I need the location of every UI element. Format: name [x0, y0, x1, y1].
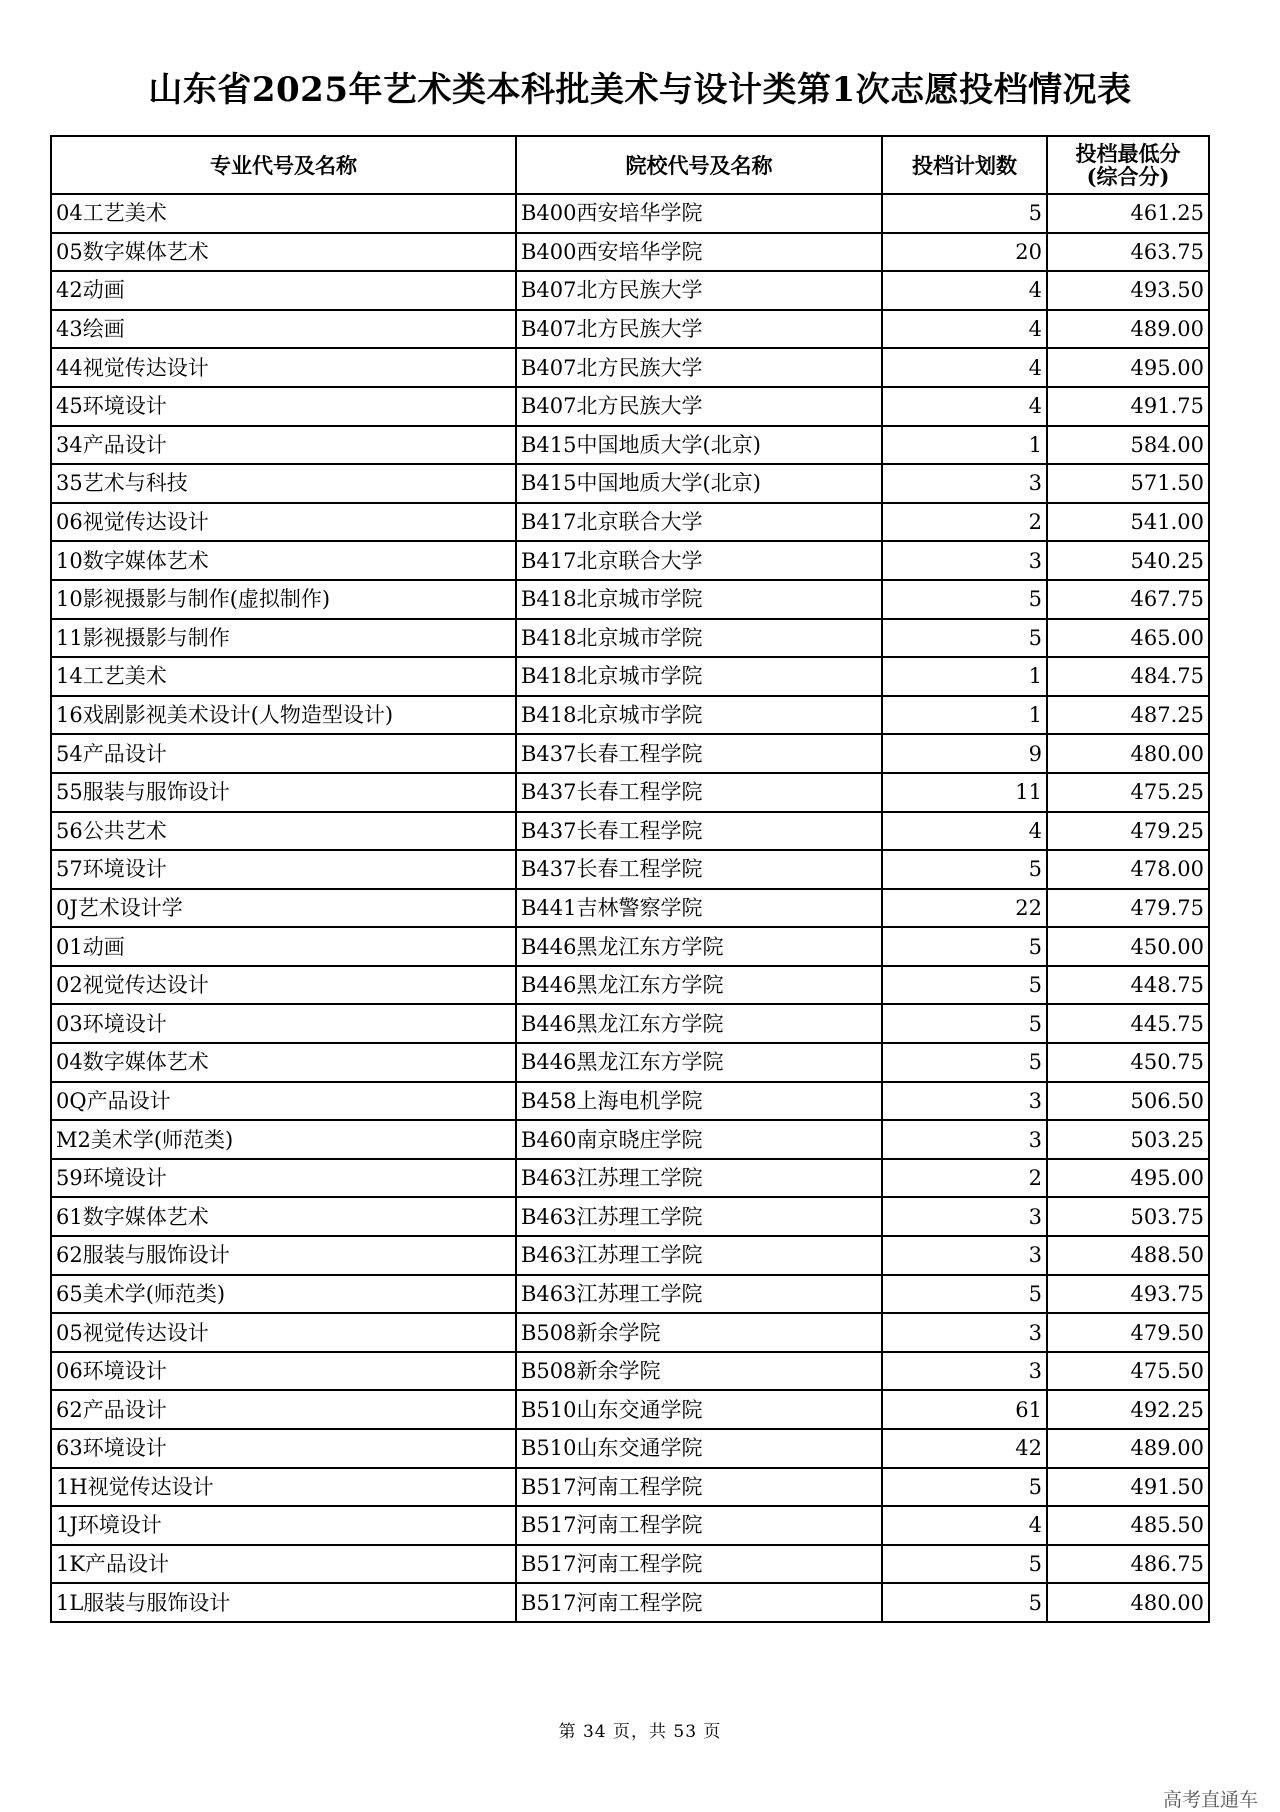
cell-min-score: 486.75: [1047, 1545, 1209, 1584]
cell-school: B517河南工程学院: [516, 1468, 882, 1507]
cell-school: B463江苏理工学院: [516, 1197, 882, 1236]
cell-min-score: 491.50: [1047, 1468, 1209, 1507]
table-body: [51, 194, 1209, 1622]
cell-plan-count: 42: [882, 1429, 1047, 1468]
cell-plan-count: 1: [882, 426, 1047, 465]
cell-major: M2美术学(师范类): [51, 1120, 516, 1159]
cell-school: B400西安培华学院: [516, 233, 882, 272]
page-title: 山东省2025年艺术类本科批美术与设计类第1次志愿投档情况表: [148, 70, 1132, 110]
cell-min-score: 479.75: [1047, 889, 1209, 928]
cell-major: 14工艺美术: [51, 657, 516, 696]
table-row: [51, 1506, 1209, 1545]
cell-plan-count: 4: [882, 1506, 1047, 1545]
table-row: [51, 1313, 1209, 1352]
cell-min-score: 485.50: [1047, 1506, 1209, 1545]
cell-major: 45环境设计: [51, 387, 516, 426]
cell-major: 0J艺术设计学: [51, 889, 516, 928]
cell-major: 62服装与服饰设计: [51, 1236, 516, 1275]
cell-min-score: 503.75: [1047, 1197, 1209, 1236]
table-row: [51, 348, 1209, 387]
table-row: [51, 1082, 1209, 1121]
cell-min-score: 445.75: [1047, 1004, 1209, 1043]
cell-min-score: 480.00: [1047, 1583, 1209, 1622]
table-row: [51, 1468, 1209, 1507]
cell-major: 0Q产品设计: [51, 1082, 516, 1121]
cell-school: B463江苏理工学院: [516, 1236, 882, 1275]
cell-major: 55服装与服饰设计: [51, 773, 516, 812]
cell-school: B517河南工程学院: [516, 1545, 882, 1584]
cell-major: 61数字媒体艺术: [51, 1197, 516, 1236]
cell-school: B417北京联合大学: [516, 503, 882, 542]
cell-min-score: 489.00: [1047, 310, 1209, 349]
cell-major: 10数字媒体艺术: [51, 541, 516, 580]
cell-plan-count: 2: [882, 1159, 1047, 1198]
table-row: [51, 194, 1209, 233]
table-row: [51, 696, 1209, 735]
cell-min-score: 491.75: [1047, 387, 1209, 426]
cell-plan-count: 9: [882, 734, 1047, 773]
cell-school: B517河南工程学院: [516, 1506, 882, 1545]
cell-plan-count: 3: [882, 541, 1047, 580]
cell-school: B446黑龙江东方学院: [516, 1043, 882, 1082]
table-row: [51, 1583, 1209, 1622]
cell-plan-count: 4: [882, 387, 1047, 426]
cell-plan-count: 5: [882, 927, 1047, 966]
cell-plan-count: 3: [882, 1197, 1047, 1236]
table-row: [51, 966, 1209, 1005]
header-min-score-line2: (综合分): [1086, 164, 1170, 189]
cell-min-score: 484.75: [1047, 657, 1209, 696]
cell-min-score: 495.00: [1047, 1159, 1209, 1198]
cell-school: B510山东交通学院: [516, 1390, 882, 1429]
cell-plan-count: 3: [882, 1120, 1047, 1159]
cell-min-score: 503.25: [1047, 1120, 1209, 1159]
cell-plan-count: 5: [882, 580, 1047, 619]
cell-school: B407北方民族大学: [516, 310, 882, 349]
table-row: [51, 1352, 1209, 1391]
page-number: 第 34 页，共 53 页: [558, 1722, 722, 1742]
table-row: [51, 1120, 1209, 1159]
cell-min-score: 475.25: [1047, 773, 1209, 812]
cell-min-score: 495.00: [1047, 348, 1209, 387]
watermark: 高考直通车: [1162, 1789, 1258, 1811]
cell-school: B460南京晓庄学院: [516, 1120, 882, 1159]
cell-min-score: 584.00: [1047, 426, 1209, 465]
table-row: [51, 812, 1209, 851]
table-header: [51, 136, 1209, 194]
cell-min-score: 492.25: [1047, 1390, 1209, 1429]
cell-major: 44视觉传达设计: [51, 348, 516, 387]
cell-school: B463江苏理工学院: [516, 1159, 882, 1198]
cell-min-score: 540.25: [1047, 541, 1209, 580]
cell-major: 10影视摄影与制作(虚拟制作): [51, 580, 516, 619]
cell-min-score: 475.50: [1047, 1352, 1209, 1391]
cell-school: B441吉林警察学院: [516, 889, 882, 928]
table-row: [51, 464, 1209, 503]
table-row: [51, 1275, 1209, 1314]
cell-school: B407北方民族大学: [516, 348, 882, 387]
cell-min-score: 450.75: [1047, 1043, 1209, 1082]
cell-school: B415中国地质大学(北京): [516, 464, 882, 503]
cell-major: 54产品设计: [51, 734, 516, 773]
cell-school: B508新余学院: [516, 1313, 882, 1352]
header-major: 专业代号及名称: [51, 136, 516, 194]
cell-major: 16戏剧影视美术设计(人物造型设计): [51, 696, 516, 735]
cell-plan-count: 4: [882, 310, 1047, 349]
cell-min-score: 463.75: [1047, 233, 1209, 272]
table-row: [51, 271, 1209, 310]
table-row: [51, 503, 1209, 542]
table-row: [51, 580, 1209, 619]
cell-major: 57环境设计: [51, 850, 516, 889]
cell-major: 59环境设计: [51, 1159, 516, 1198]
cell-major: 35艺术与科技: [51, 464, 516, 503]
table-row: [51, 1390, 1209, 1429]
table-row: [51, 1236, 1209, 1275]
cell-school: B446黑龙江东方学院: [516, 927, 882, 966]
cell-plan-count: 1: [882, 696, 1047, 735]
table-row: [51, 233, 1209, 272]
cell-school: B418北京城市学院: [516, 580, 882, 619]
cell-school: B437长春工程学院: [516, 773, 882, 812]
cell-major: 11影视摄影与制作: [51, 619, 516, 658]
cell-school: B508新余学院: [516, 1352, 882, 1391]
cell-major: 63环境设计: [51, 1429, 516, 1468]
cell-min-score: 488.50: [1047, 1236, 1209, 1275]
cell-plan-count: 11: [882, 773, 1047, 812]
cell-min-score: 479.25: [1047, 812, 1209, 851]
cell-min-score: 541.00: [1047, 503, 1209, 542]
table-row: [51, 387, 1209, 426]
cell-school: B407北方民族大学: [516, 271, 882, 310]
cell-plan-count: 5: [882, 194, 1047, 233]
cell-plan-count: 3: [882, 464, 1047, 503]
cell-major: 04工艺美术: [51, 194, 516, 233]
cell-min-score: 478.00: [1047, 850, 1209, 889]
cell-min-score: 506.50: [1047, 1082, 1209, 1121]
cell-school: B415中国地质大学(北京): [516, 426, 882, 465]
cell-school: B463江苏理工学院: [516, 1275, 882, 1314]
cell-min-score: 489.00: [1047, 1429, 1209, 1468]
cell-plan-count: 5: [882, 1004, 1047, 1043]
admissions-table: [50, 135, 1210, 1623]
table-row: [51, 773, 1209, 812]
cell-school: B418北京城市学院: [516, 657, 882, 696]
cell-major: 06环境设计: [51, 1352, 516, 1391]
table-row: [51, 657, 1209, 696]
cell-major: 62产品设计: [51, 1390, 516, 1429]
cell-school: B437长春工程学院: [516, 734, 882, 773]
cell-plan-count: 5: [882, 850, 1047, 889]
cell-major: 03环境设计: [51, 1004, 516, 1043]
table-row: [51, 1197, 1209, 1236]
cell-plan-count: 4: [882, 348, 1047, 387]
cell-school: B517河南工程学院: [516, 1583, 882, 1622]
cell-school: B510山东交通学院: [516, 1429, 882, 1468]
cell-plan-count: 4: [882, 271, 1047, 310]
cell-plan-count: 5: [882, 1275, 1047, 1314]
cell-plan-count: 3: [882, 1236, 1047, 1275]
cell-major: 02视觉传达设计: [51, 966, 516, 1005]
cell-min-score: 487.25: [1047, 696, 1209, 735]
table-row: [51, 541, 1209, 580]
cell-school: B437长春工程学院: [516, 812, 882, 851]
cell-school: B446黑龙江东方学院: [516, 1004, 882, 1043]
cell-major: 01动画: [51, 927, 516, 966]
cell-school: B400西安培华学院: [516, 194, 882, 233]
cell-major: 06视觉传达设计: [51, 503, 516, 542]
cell-plan-count: 5: [882, 1468, 1047, 1507]
header-min-score: [1047, 136, 1209, 194]
table-row: [51, 1159, 1209, 1198]
cell-major: 42动画: [51, 271, 516, 310]
cell-major: 65美术学(师范类): [51, 1275, 516, 1314]
cell-plan-count: 5: [882, 1583, 1047, 1622]
cell-plan-count: 3: [882, 1352, 1047, 1391]
cell-min-score: 493.75: [1047, 1275, 1209, 1314]
cell-major: 43绘画: [51, 310, 516, 349]
cell-major: 1H视觉传达设计: [51, 1468, 516, 1507]
cell-major: 34产品设计: [51, 426, 516, 465]
table-row: [51, 734, 1209, 773]
cell-major: 05数字媒体艺术: [51, 233, 516, 272]
cell-plan-count: 5: [882, 1043, 1047, 1082]
cell-min-score: 479.50: [1047, 1313, 1209, 1352]
table-row: [51, 310, 1209, 349]
cell-major: 1L服装与服饰设计: [51, 1583, 516, 1622]
cell-min-score: 448.75: [1047, 966, 1209, 1005]
cell-plan-count: 4: [882, 812, 1047, 851]
cell-major: 04数字媒体艺术: [51, 1043, 516, 1082]
cell-plan-count: 1: [882, 657, 1047, 696]
header-school: 院校代号及名称: [516, 136, 882, 194]
cell-plan-count: 5: [882, 619, 1047, 658]
table-row: [51, 1545, 1209, 1584]
cell-major: 56公共艺术: [51, 812, 516, 851]
cell-plan-count: 5: [882, 966, 1047, 1005]
cell-plan-count: 5: [882, 1545, 1047, 1584]
cell-min-score: 450.00: [1047, 927, 1209, 966]
header-min-score-line1: 投档最低分: [1075, 141, 1181, 166]
cell-plan-count: 61: [882, 1390, 1047, 1429]
table-row: [51, 1004, 1209, 1043]
header-row: [51, 136, 1209, 194]
table-row: [51, 889, 1209, 928]
cell-plan-count: 20: [882, 233, 1047, 272]
table-row: [51, 927, 1209, 966]
cell-major: 05视觉传达设计: [51, 1313, 516, 1352]
cell-min-score: 571.50: [1047, 464, 1209, 503]
cell-school: B437长春工程学院: [516, 850, 882, 889]
cell-major: 1J环境设计: [51, 1506, 516, 1545]
cell-school: B446黑龙江东方学院: [516, 966, 882, 1005]
cell-plan-count: 2: [882, 503, 1047, 542]
cell-min-score: 480.00: [1047, 734, 1209, 773]
cell-plan-count: 22: [882, 889, 1047, 928]
cell-plan-count: 3: [882, 1082, 1047, 1121]
cell-school: B407北方民族大学: [516, 387, 882, 426]
header-plan: 投档计划数: [882, 136, 1047, 194]
table-row: [51, 850, 1209, 889]
cell-school: B458上海电机学院: [516, 1082, 882, 1121]
cell-min-score: 461.25: [1047, 194, 1209, 233]
cell-major: 1K产品设计: [51, 1545, 516, 1584]
cell-school: B418北京城市学院: [516, 619, 882, 658]
cell-school: B417北京联合大学: [516, 541, 882, 580]
cell-min-score: 493.50: [1047, 271, 1209, 310]
table-row: [51, 426, 1209, 465]
cell-min-score: 465.00: [1047, 619, 1209, 658]
table-row: [51, 1429, 1209, 1468]
table-row: [51, 619, 1209, 658]
table-row: [51, 1043, 1209, 1082]
cell-plan-count: 3: [882, 1313, 1047, 1352]
cell-min-score: 467.75: [1047, 580, 1209, 619]
cell-school: B418北京城市学院: [516, 696, 882, 735]
